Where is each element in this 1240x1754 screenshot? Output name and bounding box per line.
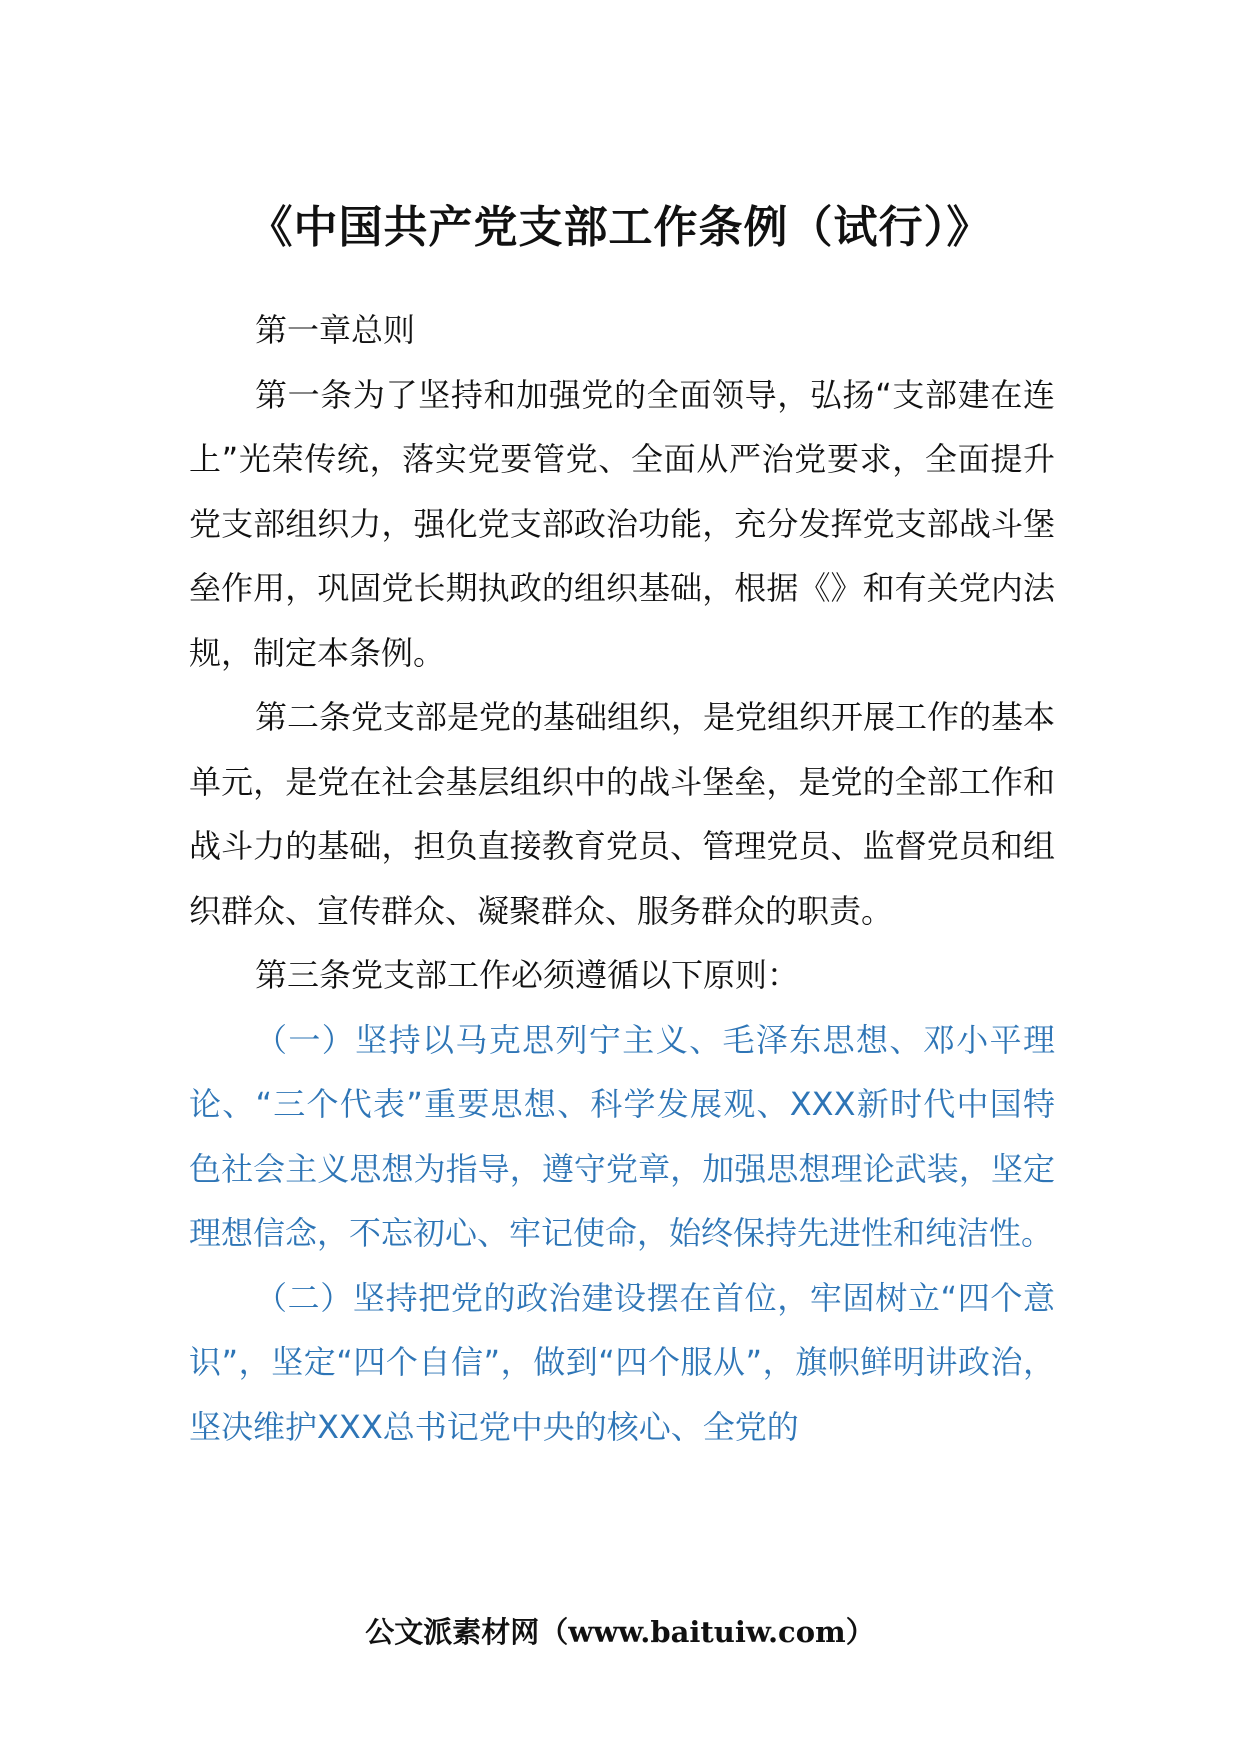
chapter-heading: 第一章总则 (255, 311, 416, 349)
principle-2-paragraph: （二）坚持把党的政治建设摆在首位，牢固树立“四个意识”，坚定“四个自信”，做到“四个服从”，旗帜鲜明讲政治，坚决维护XXX总书记党中央的核心、全党的 (189, 1278, 1055, 1446)
document-body (189, 298, 1055, 1459)
article-1-paragraph: 第一条为了坚持和加强党的全面领导，弘扬“支部建在连上”光荣传统，落实党要管党、全面从严治党要求，全面提升党支部组织力，强化党支部政治功能，充分发挥党支部战斗堡垒作用，巩固党长期执政的组织基础，根据《》和有关党内法规，制定本条例。 (189, 375, 1055, 672)
article-3-paragraph: 第三条党支部工作必须遵循以下原则： (255, 956, 800, 994)
principle-1-paragraph: （一）坚持以马克思列宁主义、毛泽东思想、邓小平理论、“三个代表”重要思想、科学发展观、XXX新时代中国特色社会主义思想为指导，遵守党章，加强思想理论武装，坚定理想信念，不忘初心、牢记使命，始终保持先进性和纯洁性。 (189, 1020, 1055, 1252)
article-2-paragraph: 第二条党支部是党的基础组织，是党组织开展工作的基本单元，是党在社会基层组织中的战斗堡垒，是党的全部工作和战斗力的基础，担负直接教育党员、管理党员、监督党员和组织群众、宣传群众、凝聚群众、服务群众的职责。 (189, 698, 1056, 930)
footer-watermark: 公文派素材网（www.baituiw.com） (365, 1615, 875, 1649)
document-title: 《中国共产党支部工作条例（试行）》 (248, 202, 992, 253)
